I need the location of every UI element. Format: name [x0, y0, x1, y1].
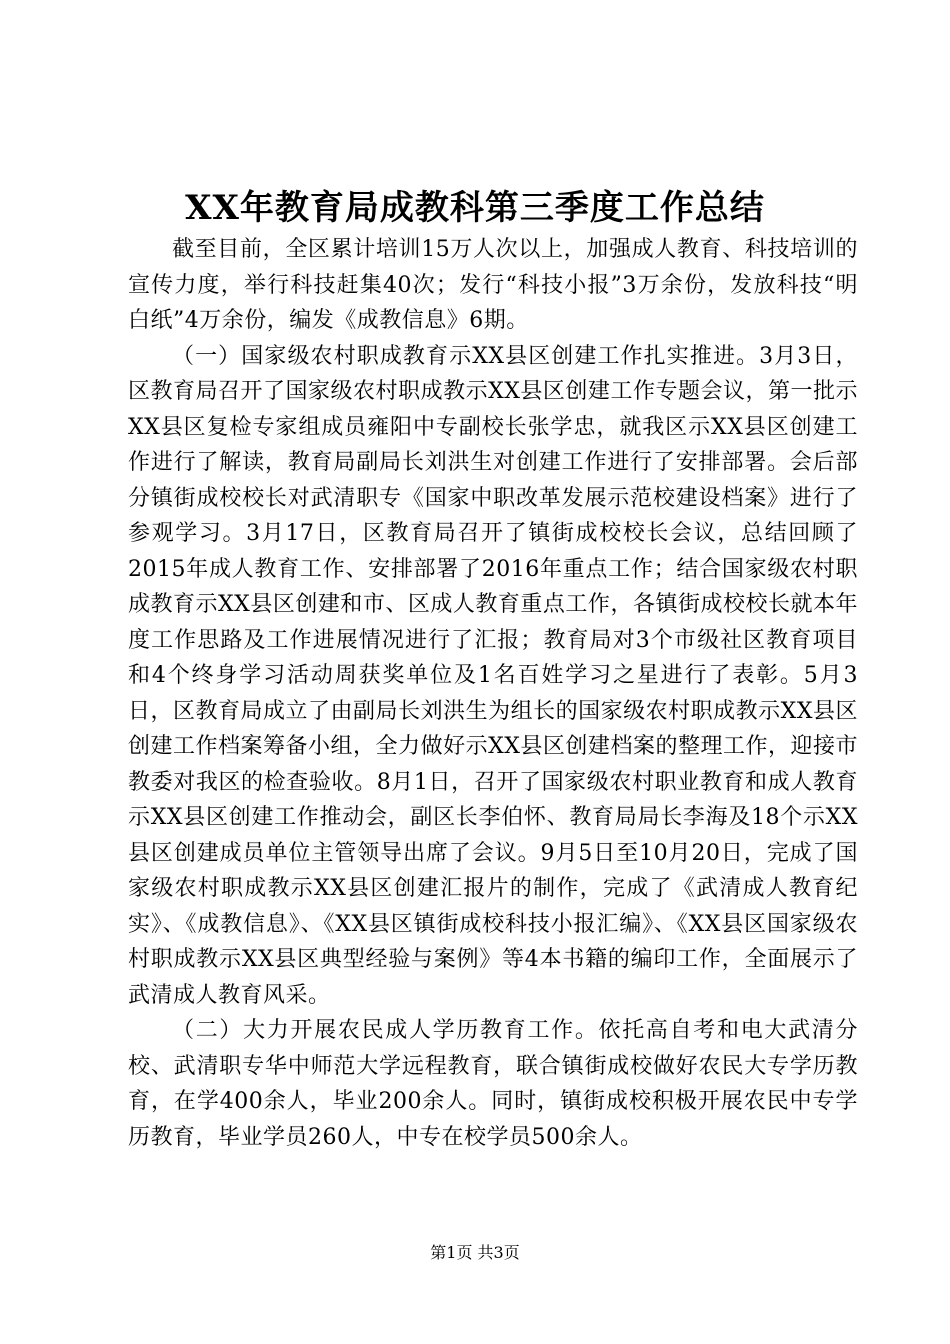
document-title: XX年教育局成教科第三季度工作总结: [185, 188, 765, 228]
page-footer: 第1页 共3页: [430, 1243, 520, 1262]
paragraph-summary: 截至目前，全区累计培训15万人次以上，加强成人教育、科技培训的宣传力度，举行科技赶集40次；发行“科技小报”3万余份，发放科技“明白纸”4万余份，编发《成教信息》6期。: [128, 237, 858, 333]
paragraph-section-one: （一）国家级农村职成教育示XX县区创建工作扎实推进。3月3日，区教育局召开了国家级农村职成教示XX县区创建工作专题会议，第一批示XX县区复检专家组成员雍阳中专副校长张学忠，就我区示XX县区创建工作进行了解读，教育局副局长刘洪生对创建工作进行了安排部署。会后部分镇街成校校长对武清职专《国家中职改革发展示范校建设档案》进行了参观学习。3月17日，区教育局召开了镇街成校校长会议，总结回顾了2015年成人教育工作、安排部署了2016年重点工作；结合国家级农村职成教育示XX县区创建和市、区成人教育重点工作，各镇街成校校长就本年度工作思路及工作进展情况进行了汇报；教育局对3个市级社区教育项目和4个终身学习活动周获奖单位及1名百姓学习之星进行了表彰。5月3日，区教育局成立了由副局长刘洪生为组长的国家级农村职成教示XX县区创建工作档案筹备小组，全力做好示XX县区创建档案的整理工作，迎接市教委对我区的检查验收。8月1日，召开了国家级农村职业教育和成人教育示XX县区创建工作推动会，副区长李伯怀、教育局局长李海及18个示XX县区创建成员单位主管领导出席了会议。9月5日至10月20日，完成了国家级农村职成教示XX县区创建汇报片的制作，完成了《武清成人教育纪实》、《成教信息》、《XX县区镇街成校科技小报汇编》、《XX县区国家级农村职成教示XX县区典型经验与案例》等4本书籍的编印工作，全面展示了武清成人教育风采。: [128, 343, 858, 1008]
paragraph-section-two: （二）大力开展农民成人学历教育工作。依托高自考和电大武清分校、武清职专华中师范大学远程教育，联合镇街成校做好农民大专学历教育，在学400余人，毕业200余人。同时，镇街成校积极开展农民中专学历教育，毕业学员260人，中专在校学员500余人。: [128, 1018, 858, 1150]
document-body: [128, 232, 858, 1155]
